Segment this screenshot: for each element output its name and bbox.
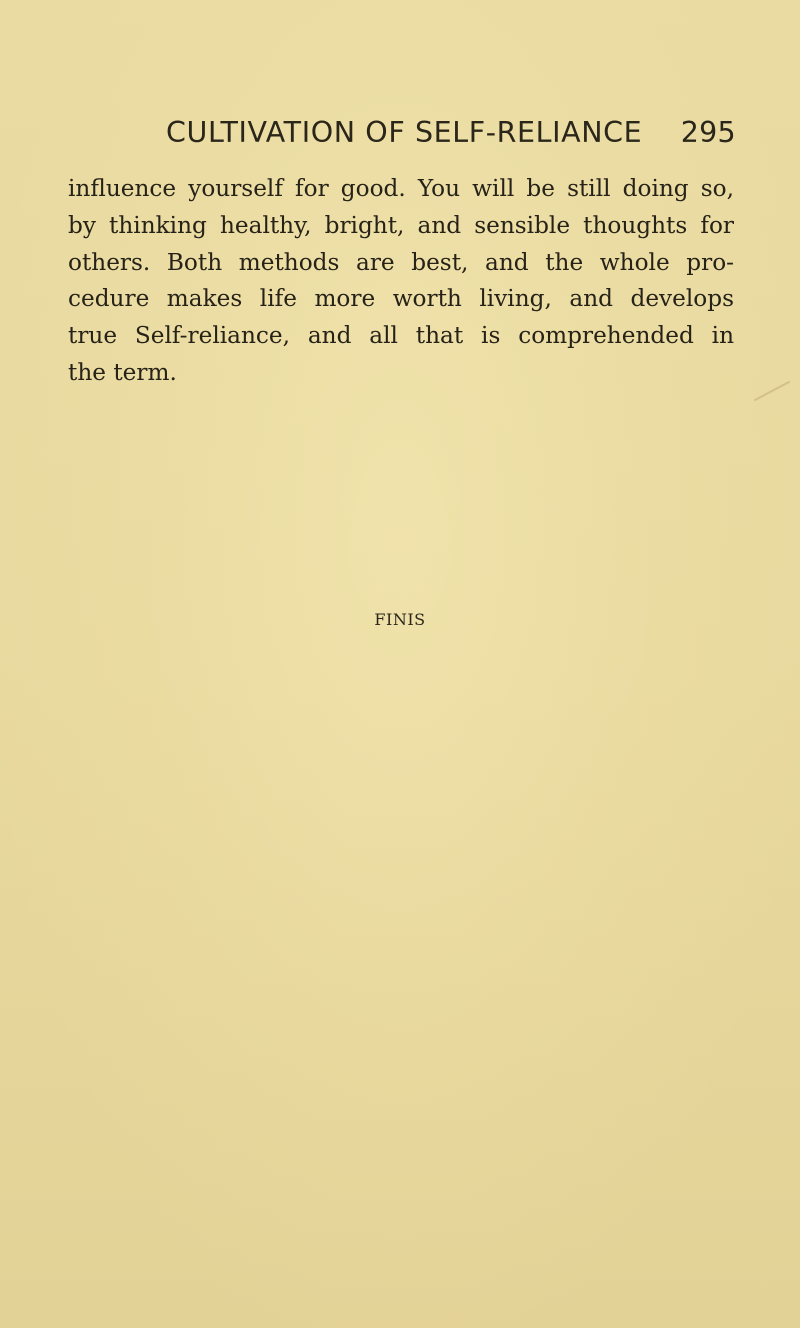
chapter-title: CULTIVATION OF SELF-RELIANCE: [166, 116, 643, 149]
finis-label: FINIS: [374, 610, 426, 629]
body-paragraph: [68, 171, 734, 392]
text-line: others. Both methods are best, and the whole pro-: [68, 248, 734, 276]
paper-mark: [754, 381, 790, 402]
text-line: the term.: [68, 358, 177, 386]
text-line: by thinking healthy, bright, and sensible thoughts for: [68, 211, 734, 239]
text-line: influence yourself for good. You will be still doing so,: [68, 175, 734, 202]
running-header: [166, 116, 736, 156]
text-line: cedure makes life more worth living, and develops: [68, 285, 734, 313]
text-line: true Self-reliance, and all that is comprehended in: [68, 322, 734, 350]
page-number: 295: [680, 116, 736, 149]
